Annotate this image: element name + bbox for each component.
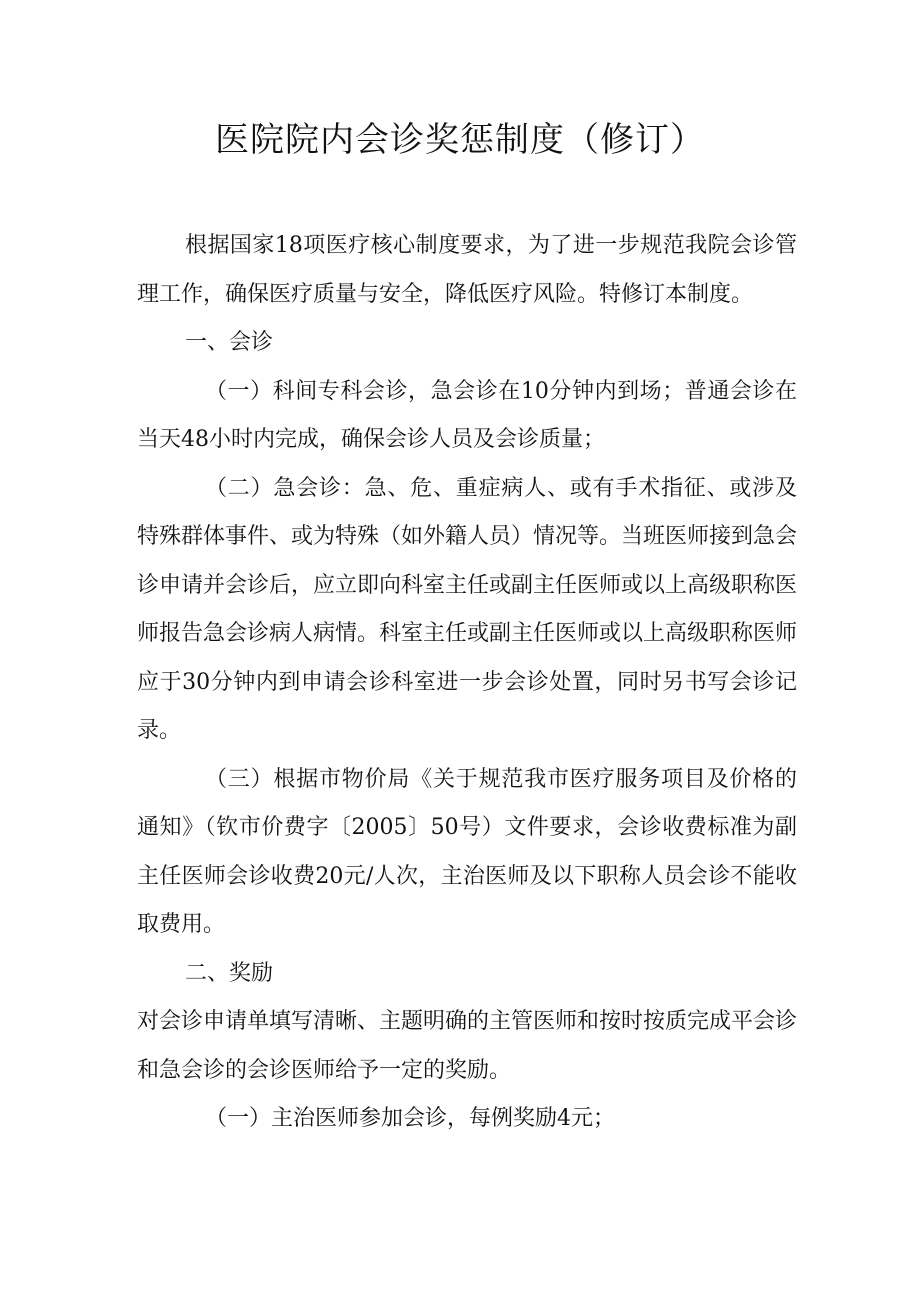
document-body (137, 222, 797, 1144)
paragraph-reward-1: （一）主治医师参加会诊，每例奖励4元； (205, 1106, 615, 1131)
document-title: 医院院内会诊奖惩制度（修订） (215, 120, 705, 160)
paragraph-consultation-2: （二）急会诊：急、危、重症病人、或有手术指征、或涉及特殊群体事件、或为特殊（如外籍人员）情况等。当班医师接到急会诊申请并会诊后，应立即向科室主任或副主任医师或以上高级职称医师报告急会诊病人病情。科室主任或副主任医师或以上高级职称医师应于30分钟内到申请会诊科室进一步会诊处置，同时另书写会诊记录。 (137, 475, 798, 743)
paragraph-consultation-1: （一）科间专科会诊，急会诊在10分钟内到场；普通会诊在当天48小时内完成，确保会诊人员及会诊质量； (137, 378, 797, 452)
section-heading-consultation: 一、会诊 (185, 330, 274, 355)
paragraph-intro: 根据国家18项医疗核心制度要求，为了进一步规范我院会诊管理工作，确保医疗质量与安全，降低医疗风险。特修订本制度。 (137, 233, 797, 307)
section-heading-reward: 二、奖励 (185, 960, 274, 986)
paragraph-reward-intro: 对会诊申请单填写清晰、主题明确的主管医师和按时按质完成平会诊和急会诊的会诊医师给予一定的奖励。 (137, 1009, 798, 1083)
paragraph-consultation-3: （三）根据市物价局《关于规范我市医疗服务项目及价格的通知》（钦市价费字〔2005〕50号）文件要求，会诊收费标准为副主任医师会诊收费20元/人次，主治医师及以下职称人员会诊不能收取费用。 (137, 766, 797, 937)
